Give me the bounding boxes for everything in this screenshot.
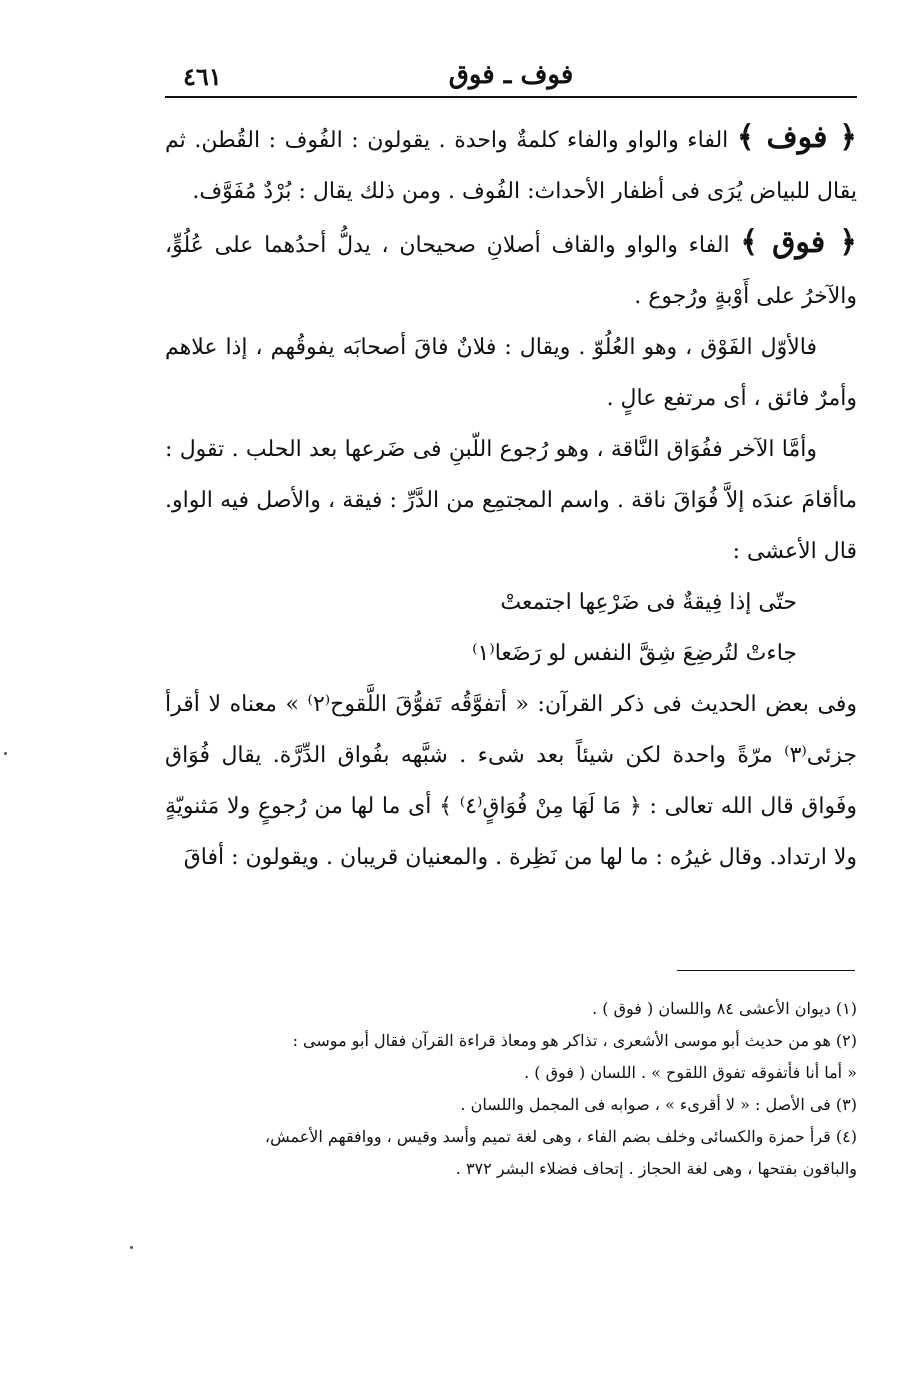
entry-fwq-text: الفاء والواو والقاف أصلانِ صحيحان ، يدلُّ أحدُهما على عُلُوٍّ، والآخرُ على أَوْبةٍ ورُجوع . [165,233,857,309]
scan-speck [130,1246,133,1249]
footnote-1: (١) ديوان الأعشى ٨٤ واللسان ( فوق ) . [592,999,857,1018]
footnote-2: (٢) هو من حديث أبو موسى الأشعرى ، تذاكر هو ومعاذ قراءة القرآن فقال أبو موسى : [292,1031,857,1050]
page-header [165,52,857,96]
scan-speck [4,752,7,755]
entry-fwf-text: الفاء والواو والفاء كلمةٌ واحدة . يقولون : الفُوف : القُطن. ثم يقال للبياض يُرَى فى أظفار الأحداث: الفُوف . ومن ذلك يقال : بُرْدٌ مُفَوَّف. [165,128,857,204]
paragraph-hadith: وفى بعض الحديث فى ذكر القرآن: « أتفوَّقُه تَفوُّقَ اللَّقوح⁽٢⁾ » معناه لا أقرأ جزئى⁽٣⁾ مرّةً واحدة لكن شيئاً بعد شىء . شبَّهه بفُواق الدِّرَّة. يقال فُوَاق وفَواق قال الله تعالى : ﴿ مَا لَهَا مِنْ فُوَاقٍ⁽٤⁾ ﴾ أى ما لها من رُجوعٍ ولا مَثنويّةٍ ولا ارتداد. وقال غيرُه : ما لها من نَظِرة . والمعنيان قريبان . ويقولون : أفاقَ [165,692,857,870]
paragraph-first-meaning: فالأوّل الفَوْق ، وهو العُلُوّ . ويقال : فلانٌ فاقَ أصحابَه يفوقُهم ، إذا علاهم وأمرٌ فائق ، أى مرتفع عالٍ . [165,335,857,411]
footnote-3: (٣) فى الأصل : « لا أقرىء » ، صوابه فى المجمل واللسان . [460,1095,857,1114]
entry-headword-fwq: ﴿ فوق ﴾ [740,225,857,260]
header-rule [165,96,857,98]
verse-line-2: جاءتْ لتُرضِعَ شِقَّ النفس لو رَضَعا⁽١⁾ [472,641,797,666]
running-title: فوف ـ فوق [448,60,574,90]
entry-headword-fwf: ﴿ فوف ﴾ [736,120,857,155]
main-text [165,112,857,883]
verse-line-1: حتّى إذا فِيقةٌ فى ضَرْعِها اجتمعتْ [500,590,797,615]
entry-fwf [165,112,857,217]
footnote-2-continued: « أما أنا فأتفوقه تفوق اللقوح » . اللسان ( فوق ) . [524,1063,857,1082]
entry-fwq [165,217,857,322]
page-number: ٤٦١ [183,62,222,91]
footnotes [165,995,857,1187]
footnote-rule [677,970,855,971]
footnote-4-continued: والباقون بفتحها ، وهى لغة الحجاز . إتحاف فضلاء البشر ٣٧٢ . [455,1159,857,1178]
paragraph-second-meaning: وأمَّا الآخر ففُوَاق النَّاقة ، وهو رُجوع اللّبنِ فى ضَرعها بعد الحلب . تقول : ماأقامَ عندَه إلاَّ فُوَاقَ ناقة . واسم المجتمِع من الدَّرِّ : فيقة ، والأصل فيه الواو. قال الأعشى : [165,437,857,564]
footnote-4: (٤) قرأ حمزة والكسائى وخلف بضم الفاء ، وهى لغة تميم وأسد وقيس ، ووافقهم الأعمش، [264,1127,857,1146]
